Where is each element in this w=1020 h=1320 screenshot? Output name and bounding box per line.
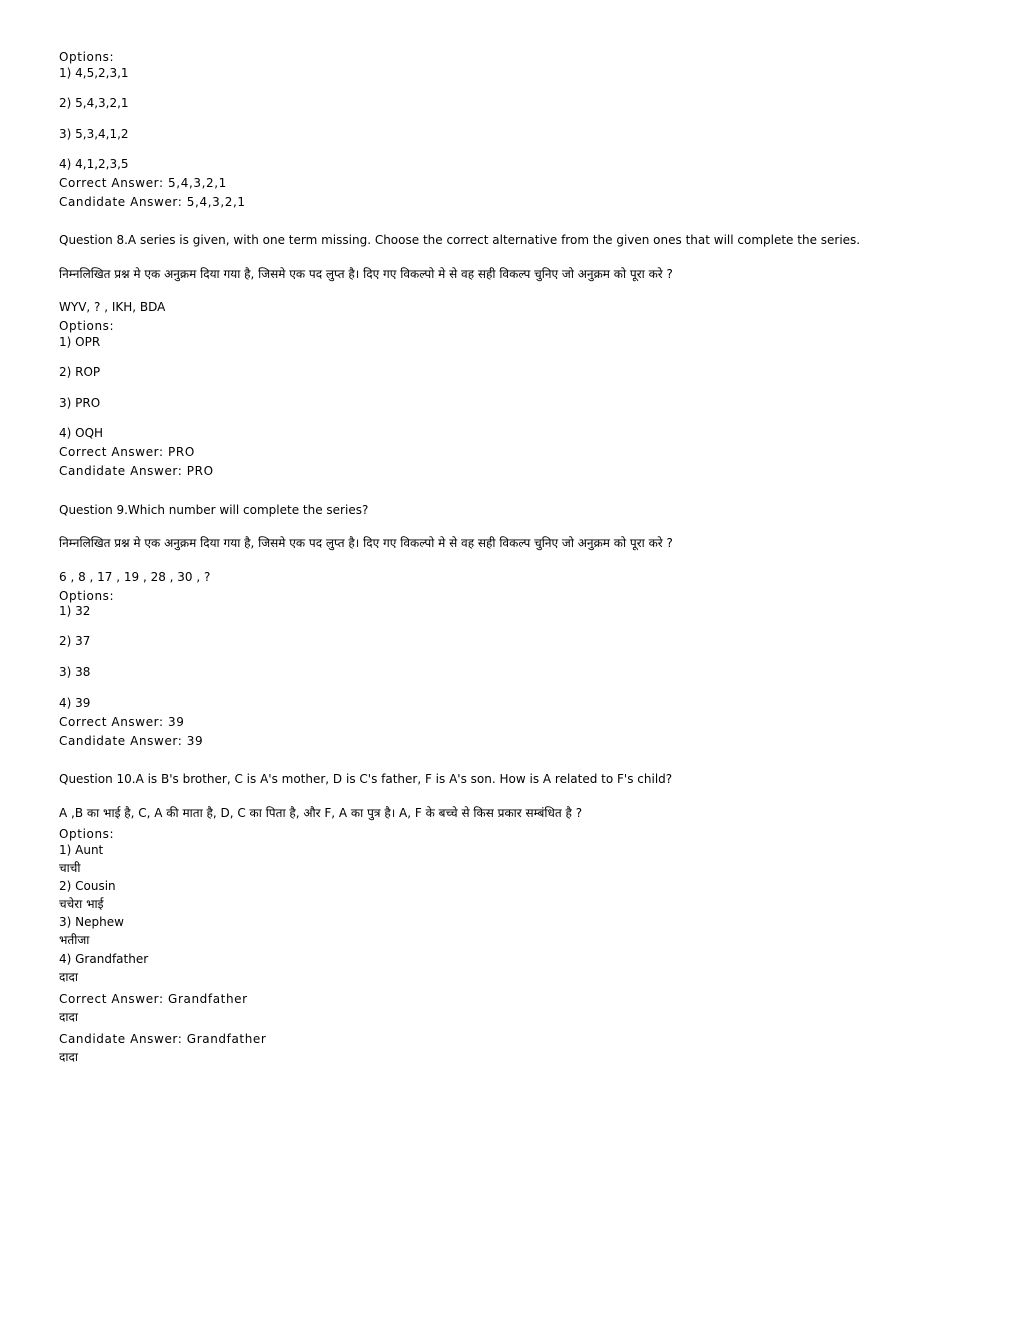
option-3: 3) 38 (59, 665, 91, 679)
option-4: 4) Grandfather (59, 952, 149, 966)
options-label: Options: (59, 50, 115, 64)
option-2-hindi: चचेरा भाई (59, 897, 104, 911)
candidate-answer: Candidate Answer: 39 (59, 734, 204, 748)
question-text: Question 9.Which number will complete the series? (59, 503, 369, 517)
option-2: 2) 37 (59, 634, 91, 648)
option-4: 4) 4,1,2,3,5 (59, 157, 129, 171)
option-3: 3) PRO (59, 396, 101, 410)
option-1: 1) Aunt (59, 843, 104, 857)
candidate-answer: Candidate Answer: PRO (59, 464, 214, 478)
option-3-hindi: भतीजा (59, 933, 90, 947)
question-text-hindi: निम्नलिखित प्रश्न मे एक अनुक्रम दिया गया है, जिसमे एक पद लुप्त है। दिए गए विकल्पो मे से वह सही विकल्प चुनिए जो अनुक्रम को पूरा करे ? (59, 267, 673, 281)
question-text: Question 8.A series is given, with one term missing. Choose the correct alternative from the given ones that will complete the series. (59, 233, 861, 247)
question-text: Question 10.A is B's brother, C is A's mother, D is C's father, F is A's son. How is A related to F's child? (59, 772, 673, 786)
candidate-answer-hindi: दादा (59, 1050, 78, 1064)
options-label: Options: (59, 589, 115, 603)
correct-answer-hindi: दादा (59, 1010, 78, 1024)
option-4: 4) 39 (59, 696, 91, 710)
series-text: WYV, ? , IKH, BDA (59, 300, 166, 314)
option-2: 2) 5,4,3,2,1 (59, 96, 129, 110)
options-label: Options: (59, 319, 115, 333)
correct-answer: Correct Answer: 5,4,3,2,1 (59, 176, 227, 190)
question-text-hindi: निम्नलिखित प्रश्न मे एक अनुक्रम दिया गया है, जिसमे एक पद लुप्त है। दिए गए विकल्पो मे से वह सही विकल्प चुनिए जो अनुक्रम को पूरा करे ? (59, 536, 673, 550)
option-1: 1) OPR (59, 335, 101, 349)
option-1: 1) 4,5,2,3,1 (59, 66, 129, 80)
correct-answer: Correct Answer: PRO (59, 445, 195, 459)
option-3: 3) Nephew (59, 915, 124, 929)
option-2: 2) Cousin (59, 879, 116, 893)
correct-answer: Correct Answer: Grandfather (59, 992, 248, 1006)
candidate-answer: Candidate Answer: 5,4,3,2,1 (59, 195, 246, 209)
option-4-hindi: दादा (59, 970, 78, 984)
question-text-hindi: A ,B का भाई है, C, A की माता है, D, C का पिता है, और F, A का पुत्र है। A, F के बच्चे से किस प्रकार सम्बंधित है ? (59, 806, 583, 820)
option-3: 3) 5,3,4,1,2 (59, 127, 129, 141)
correct-answer: Correct Answer: 39 (59, 715, 185, 729)
option-4: 4) OQH (59, 426, 104, 440)
candidate-answer: Candidate Answer: Grandfather (59, 1032, 267, 1046)
option-1: 1) 32 (59, 604, 91, 618)
option-1-hindi: चाची (59, 861, 81, 875)
option-2: 2) ROP (59, 365, 101, 379)
series-text: 6 , 8 , 17 , 19 , 28 , 30 , ? (59, 570, 211, 584)
options-label: Options: (59, 827, 115, 841)
